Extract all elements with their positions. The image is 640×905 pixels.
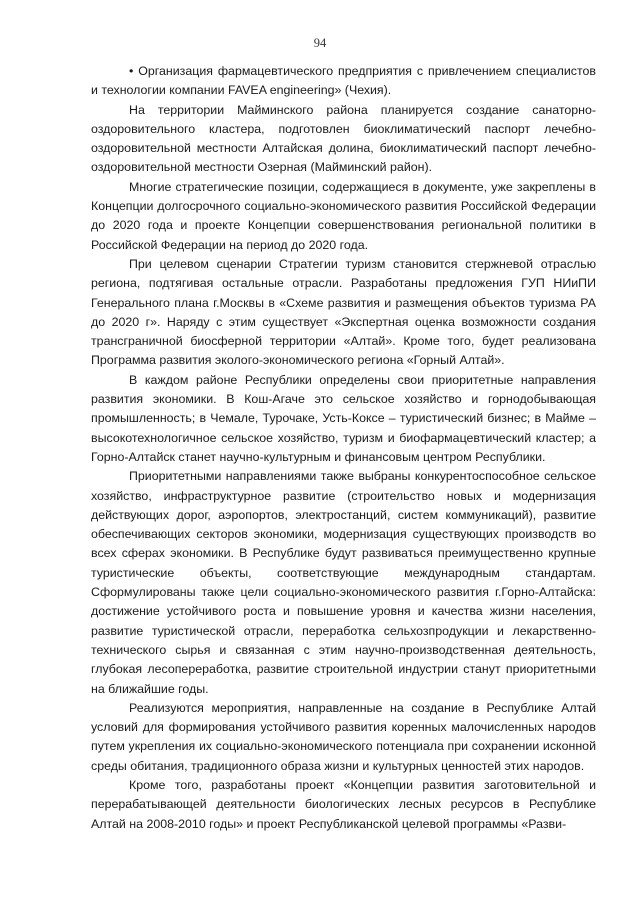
paragraph-indigenous-peoples: Реализуются мероприятия, направленные на создание в Республике Алтай условий для формирования устойчивого развития коренных малочисленных народов путем укрепления их социально-экономического потенциала при сохранении исконной среды обитания, традиционного образа жизни и культурных ценностей этих народов. [91, 700, 596, 773]
paragraph-forest-resources: Кроме того, разработаны проект «Концепции развития заготовительной и перерабатывающей деятельности биологических лесных ресурсов в Республике Алтай на 2008-2010 годы» и проект Республиканской целевой программы «Разви- [91, 777, 596, 831]
paragraph-priority-directions: Приоритетными направлениями также выбраны конкурентоспособное сельское хозяйство, инфраструктурное развитие (строительство новых и модернизация действующих дорог, аэропортов, электростанций, систем коммуникаций), развитие обеспечивающих секторов экономики, модернизация существующих производств во всех сферах экономики. В Республике будут развиваться преимущественно крупные туристические объекты, соответствующие международным стандартам. Сформулированы также цели социально-экономического развития г.Горно-Алтайска: достижение устойчивого роста и повышение уровня и качества жизни населения, развитие туристической отрасли, переработка сельхозпродукции и лекарственно-технического сырья и связанная с этим научно-производственная деятельность, глубокая лесопереработка, развитие строительной индустрии станут приоритетными на ближайшие годы. [91, 469, 596, 696]
paragraph-maima-cluster: На территории Майминского района планируется создание санаторно-оздоровительного кластера, подготовлен биоклиматический паспорт лечебно-оздоровительной местности Алтайская долина, биоклиматический паспорт лечебно-оздоровительной местности Озерная (Майминский район). [91, 102, 596, 175]
paragraph-district-priorities: В каждом районе Республики определены свои приоритетные направления развития экономики. В Кош-Агаче это сельское хозяйство и горнодобывающая промышленность; в Чемале, Турочаке, Усть-Коксе – туристический бизнес; в Майме – высокотехнологичное сельское хозяйство, туризм и биофармацевтический кластер; а Горно-Алтайск станет научно-культурным и финансовым центром Республики. [91, 372, 596, 464]
bullet-item-pharma: • Организация фармацевтического предприятия с привлечением специалистов и технологии компании FAVEA engineering» (Чехия). [91, 64, 596, 98]
paragraph-strategic-positions: Многие стратегические позиции, содержащиеся в документе, уже закреплены в Концепции долгосрочного социально-экономического развития Российской Федерации до 2020 года и проекте Концепции совершенствования региональной политики в Российской Федерации на период до 2020 года. [91, 179, 596, 252]
page-number: 94 [313, 36, 327, 50]
paragraph-tourism-scenario: При целевом сценарии Стратегии туризм становится стержневой отраслью региона, подтягивая остальные отрасли. Разработаны предложения ГУП НИиПИ Генерального плана г.Москвы в «Схеме развития и размещения объектов туризма РА до 2020 г». Наряду с этим существует «Экспертная оценка возможности создания трансграничной биосферной территории «Алтай». Кроме того, будет реализована Программа развития эколого-экономического региона «Горный Алтай». [91, 256, 596, 368]
body-text [91, 62, 596, 834]
